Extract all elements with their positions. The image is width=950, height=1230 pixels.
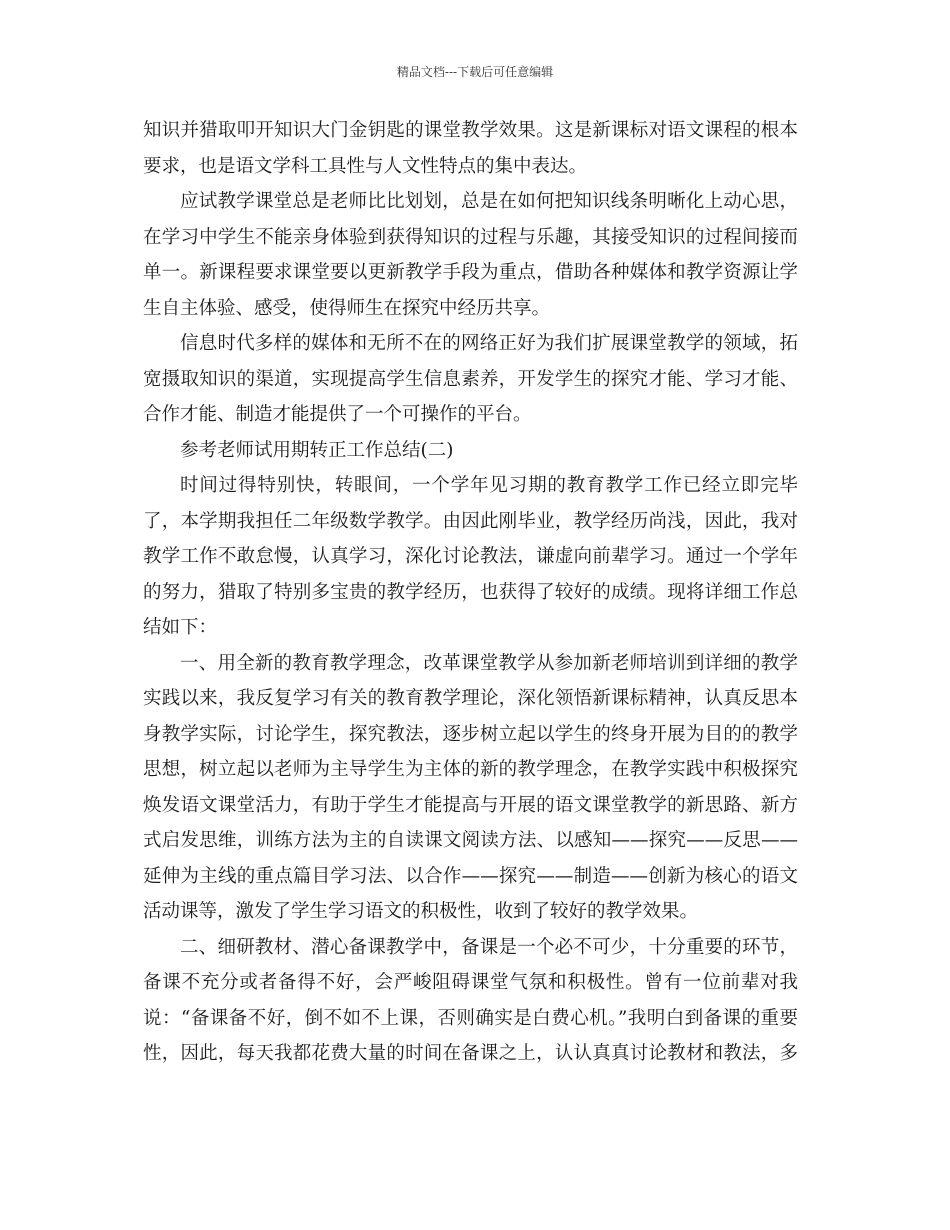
text-line-content: 身教学实际，讨论学生，探究教法，逐步树立起以学生的终身开展为目的的教学 (143, 723, 798, 745)
text-line (143, 255, 798, 291)
text-line (143, 788, 798, 824)
text-line-content: 参考老师试用期转正工作总结(二) (180, 439, 454, 461)
text-line-content: 时间过得特别快，转眼间，一个学年见习期的教育教学工作已经立即完毕 (180, 475, 798, 496)
text-line (143, 610, 798, 646)
page-header: 精品文档---下载后可任意编辑 (396, 65, 554, 79)
text-line (143, 220, 798, 256)
text-line (143, 326, 798, 362)
text-line-content: 备课不充分或者备得不好，会严峻阻碍课堂气氛和积极性。曾有一位前辈对我 (143, 972, 798, 993)
text-line (143, 468, 798, 504)
text-line-content: 在学习中学生不能亲身体验到获得知识的过程与乐趣，其接受知识的过程间接而 (143, 226, 798, 248)
text-line (143, 681, 798, 717)
text-line-content: 活动课等，激发了学生学习语文的积极性，收到了较好的教学效果。 (143, 901, 699, 922)
text-line-content: 生自主体验、感受，使得师生在探究中经历共享。 (143, 297, 551, 319)
text-line (143, 752, 798, 788)
text-line-content: 了，本学期我担任二年级数学教学。由因此刚毕业，教学经历尚浅，因此，我对 (143, 510, 798, 532)
text-line-content: 结如下： (143, 617, 218, 638)
text-line (143, 504, 798, 540)
text-line-content: 应试教学课堂总是老师比比划划，总是在如何把知识线条明晰化上动心思， (180, 191, 798, 212)
text-line (143, 149, 798, 185)
text-line (143, 397, 798, 433)
text-line-content: 延伸为主线的重点篇目学习法、以合作——探究——制造——创新为核心的语文 (143, 865, 798, 887)
text-line (143, 717, 798, 753)
text-line-content: 教学工作不敢怠慢，认真学习，深化讨论教法，谦虚向前辈学习。通过一个学年 (143, 546, 798, 567)
text-line (143, 823, 798, 859)
text-line (143, 184, 798, 220)
text-line-content: 思想，树立起以老师为主导学生为主体的新的教学理念，在教学实践中积极探究 (143, 759, 798, 780)
text-line-content: 合作才能、制造才能提供了一个可操作的平台。 (143, 404, 532, 425)
text-line (143, 539, 798, 575)
text-line (143, 859, 798, 895)
text-line-content: 实践以来，我反复学习有关的教育教学理论，深化领悟新课标精神，认真反思本 (143, 688, 798, 709)
text-line (143, 362, 798, 398)
text-line (143, 965, 798, 1001)
text-line-content: 二、细研教材、潜心备课教学中，备课是一个必不可少，十分重要的环节， (180, 936, 798, 958)
text-line (143, 113, 798, 149)
text-line-content: 说：“备课备不好，倒不如不上课，否则确实是白费心机。”我明白到备课的重要 (143, 1007, 798, 1029)
text-line-content: 式启发思维，训练方法为主的自读课文阅读方法、以感知——探究——反思—— (143, 830, 798, 851)
text-line-content: 焕发语文课堂活力，有助于学生才能提高与开展的语文课堂教学的新思路、新方 (143, 794, 798, 816)
text-line (143, 1036, 798, 1072)
text-line-content: 的努力，猎取了特别多宝贵的教学经历，也获得了较好的成绩。现将详细工作总 (143, 581, 798, 603)
text-line (143, 646, 798, 682)
text-line (143, 575, 798, 611)
text-line-content: 宽摄取知识的渠道，实现提高学生信息素养，开发学生的探究才能、学习才能、 (143, 368, 798, 390)
text-line (143, 894, 798, 930)
text-line (143, 930, 798, 966)
document-body (143, 113, 798, 1072)
text-line-content: 性，因此，每天我都花费大量的时间在备课之上，认认真真讨论教材和教法，多 (143, 1043, 798, 1064)
text-line-content: 知识并猎取叩开知识大门金钥匙的课堂教学效果。这是新课标对语文课程的根本 (143, 120, 798, 141)
text-line-content: 一、用全新的教育教学理念，改革课堂教学从参加新老师培训到详细的教学 (180, 652, 798, 674)
text-line-content: 单一。新课程要求课堂要以更新教学手段为重点，借助各种媒体和教学资源让学 (143, 262, 798, 283)
text-line-content: 信息时代多样的媒体和无所不在的网络正好为我们扩展课堂教学的领域，拓 (180, 333, 798, 354)
text-line (143, 1001, 798, 1037)
text-line-content: 要求，也是语文学科工具性与人文性特点的集中表达。 (143, 155, 588, 177)
text-line (143, 433, 798, 469)
text-line (143, 291, 798, 327)
